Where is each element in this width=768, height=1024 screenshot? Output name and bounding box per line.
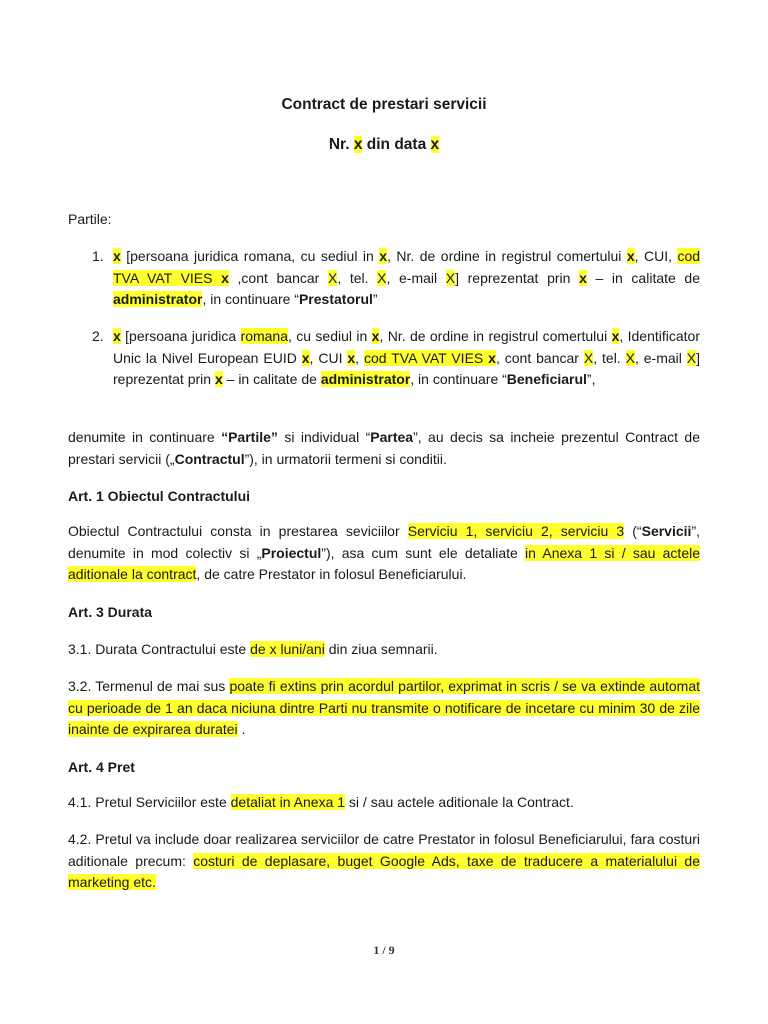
date-value: x: [430, 136, 440, 153]
contract-number-line: [0, 134, 768, 156]
beneficiar-term: Beneficiarul: [506, 371, 587, 387]
nr-value: x: [353, 136, 363, 153]
art4-2-paragraph: 4.2. Pretul va include doar realizarea serviciilor de catre Prestator in folosul Beneficiarului, fara costuri aditionale precum: costuri de deplasare, buget Google Ads, taxe de traducere a materialului de marketing etc.: [68, 831, 701, 890]
contract-title: Contract de prestari servicii: [281, 96, 487, 113]
party1-number: 1.: [92, 248, 104, 264]
party2-number: 2.: [92, 328, 104, 344]
parties-label: Partile:: [68, 211, 112, 227]
art3-1-paragraph: 3.1. Durata Contractului este de x luni/ani din ziua semnarii.: [68, 641, 438, 657]
art4-heading: Art. 4 Pret: [68, 759, 135, 775]
party1-paragraph: x [persoana juridica romana, cu sediul in x, Nr. de ordine in registrul comertului x, CUI, cod TVA VAT VIES x ,cont bancar X, tel. X, e-mail X] reprezentat prin x – in calitate de administrator, in continuare “Prestatorul”: [113, 248, 701, 307]
art3-heading: Art. 3 Durata: [68, 604, 153, 620]
party1-name-placeholder: x: [113, 248, 121, 264]
art3-2-paragraph: 3.2. Termenul de mai sus poate fi extins prin acordul partilor, exprimat in scris / se va extinde automat cu perioade de 1 an daca niciuna dintre Parti nu transmite o notificare de incetare cu minim 30 de zile inainte de expirarea duratei .: [68, 678, 700, 737]
nr-label: Nr.: [328, 136, 350, 153]
date-label: din data: [366, 136, 427, 153]
page-number: 1 / 9: [373, 943, 395, 957]
art1-heading: Art. 1 Obiectul Contractului: [68, 488, 251, 504]
prestator-term: Prestatorul: [298, 291, 373, 307]
party2-name-placeholder: x: [113, 328, 121, 344]
intro-paragraph: denumite in continuare “Partile” si individual “Partea”, au decis sa incheie prezentul Contract de prestari servicii („Contractul”), in urmatorii termeni si conditii.: [68, 429, 700, 467]
art4-1-paragraph: 4.1. Pretul Serviciilor este detaliat in Anexa 1 si / sau actele aditionale la Contract.: [68, 794, 574, 810]
party2-paragraph: x [persoana juridica romana, cu sediul in x, Nr. de ordine in registrul comertului x, Identificator Unic la Nivel European EUID x, CUI x, cod TVA VAT VIES x, cont bancar X, tel. X, e-mail X] reprezentat prin x – in calitate de administrator, in continuare “Beneficiarul”,: [113, 328, 701, 387]
art1-paragraph: Obiectul Contractului consta in prestarea seviciilor Serviciu 1, serviciu 2, serviciu 3 (“Servicii”, denumite in mod colectiv si „Proiectul”), asa cum sunt ele detaliate in Anexa 1 si / sau actele aditionale la contract, de catre Prestator in folosul Beneficiarului.: [68, 523, 700, 582]
